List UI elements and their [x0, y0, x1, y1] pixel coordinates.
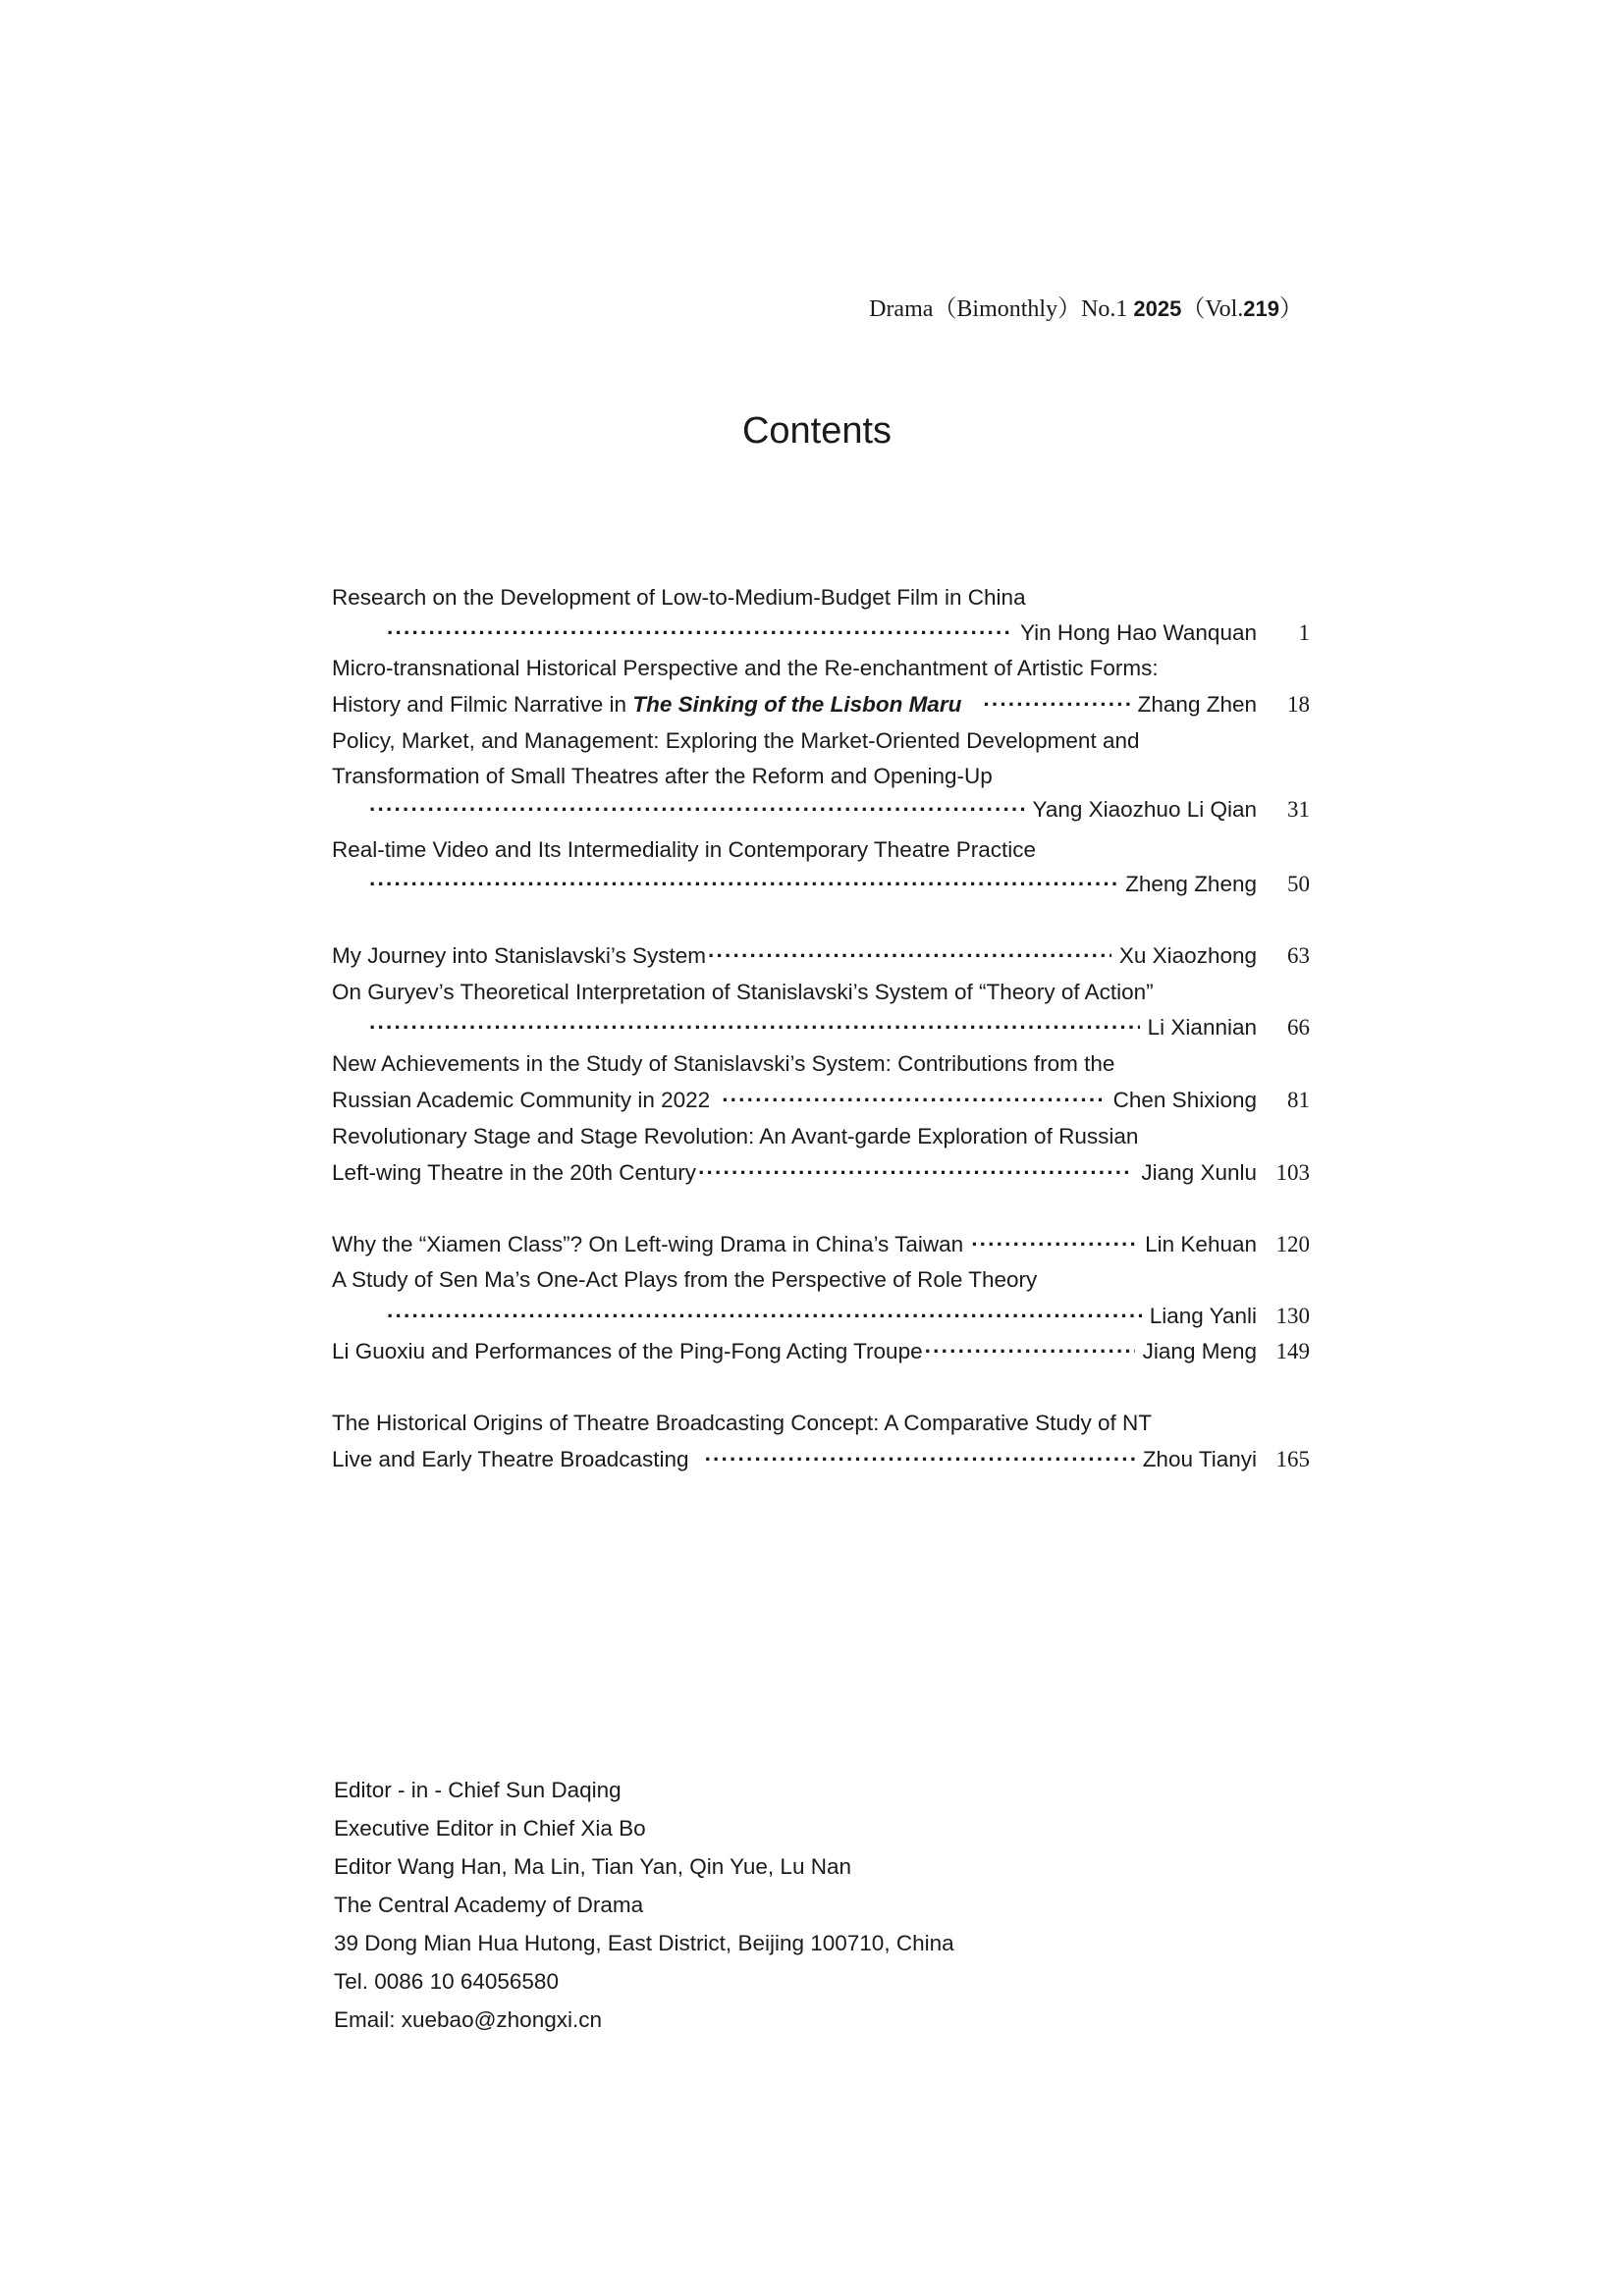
entry-page: 130 [1275, 1304, 1310, 1328]
publisher: The Central Academy of Drama [334, 1893, 644, 1917]
leader-dots [705, 1443, 1135, 1476]
entry-byline [332, 1156, 1310, 1190]
entry-author: Lin Kehuan [1145, 1232, 1257, 1256]
entry-page: 165 [1275, 1447, 1310, 1471]
entry-title: New Achievements in the Study of Stanislavski’s System: Contributions from the [332, 1051, 1115, 1076]
entry-film-title: The Sinking of the Lisbon Maru [632, 692, 962, 717]
entry-page: 63 [1287, 943, 1310, 968]
entry-author: Zheng Zheng [1125, 872, 1257, 896]
entry-title: Real-time Video and Its Intermediality in Contemporary Theatre Practice [332, 837, 1037, 862]
entry-title-cont: Transformation of Small Theatres after the Reform and Opening-Up [332, 764, 993, 788]
telephone: Tel. 0086 10 64056580 [334, 1969, 559, 1994]
entry-title: Micro-transnational Historical Perspective and the Re-enchantment of Artistic Forms: [332, 656, 1159, 680]
editors: Editor Wang Han, Ma Lin, Tian Yan, Qin Yue, Lu Nan [334, 1854, 851, 1879]
entry-title: Why the “Xiamen Class”? On Left-wing Drama in China’s Taiwan [332, 1232, 964, 1256]
entry-byline [332, 616, 1310, 650]
entry-byline [332, 1335, 1310, 1368]
entry-author: Chen Shixiong [1112, 1088, 1257, 1112]
leader-dots [369, 868, 1117, 901]
entry-title: Li Guoxiu and Performances of the Ping-Fong Acting Troupe [332, 1339, 923, 1363]
entry-author: Zhou Tianyi [1142, 1447, 1257, 1471]
entry-page: 1 [1298, 620, 1310, 645]
entry-byline [332, 688, 1310, 721]
entry-author: Jiang Xunlu [1141, 1160, 1257, 1185]
volume-open: （Vol. [1181, 296, 1244, 322]
entry-title: Revolutionary Stage and Stage Revolution: An Avant-garde Exploration of Russian [332, 1124, 1139, 1148]
executive-editor: Executive Editor in Chief Xia Bo [334, 1816, 646, 1841]
editor-in-chief: Editor - in - Chief Sun Daqing [334, 1778, 622, 1802]
leader-dots [971, 1228, 1137, 1261]
leader-dots [983, 688, 1129, 721]
entry-page: 120 [1275, 1232, 1310, 1256]
leader-dots [698, 1156, 1133, 1190]
entry-byline [332, 939, 1310, 973]
entry-page: 31 [1287, 797, 1310, 822]
entry-author: Yang Xiaozhuo Li Qian [1032, 797, 1257, 822]
entry-byline [332, 1443, 1310, 1476]
entry-author: Yin Hong Hao Wanquan [1020, 620, 1257, 645]
entry-author: Li Xiannian [1147, 1015, 1257, 1040]
volume-close: ） [1279, 296, 1303, 322]
page-title: Contents [741, 410, 893, 452]
masthead [334, 1771, 954, 2039]
email: Email: xuebao@zhongxi.cn [334, 2007, 602, 2032]
leader-dots [369, 793, 1025, 827]
entry-author: Xu Xiaozhong [1118, 943, 1257, 968]
entry-author: Jiang Meng [1142, 1339, 1257, 1363]
entry-author: Zhang Zhen [1137, 692, 1257, 717]
entry-byline [332, 1228, 1310, 1261]
entry-page: 66 [1287, 1015, 1310, 1040]
entry-page: 149 [1275, 1339, 1310, 1363]
leader-dots [708, 939, 1111, 973]
entry-page: 50 [1287, 872, 1310, 896]
entry-byline [332, 1300, 1310, 1333]
leader-dots [369, 1011, 1140, 1044]
entry-title: On Guryev’s Theoretical Interpretation of Stanislavski’s System of “Theory of Action” [332, 980, 1154, 1004]
entry-title: Research on the Development of Low-to-Medium-Budget Film in China [332, 585, 1026, 610]
entry-title-cont: Left-wing Theatre in the 20th Century [332, 1160, 697, 1185]
address: 39 Dong Mian Hua Hutong, East District, Beijing 100710, China [334, 1931, 954, 1955]
entry-byline [332, 1011, 1310, 1044]
leader-dots [925, 1335, 1135, 1368]
entry-title-cont: History and Filmic Narrative in [332, 692, 633, 717]
entry-page: 103 [1275, 1160, 1310, 1185]
entry-title-cont: Russian Academic Community in 2022 [332, 1088, 711, 1112]
entry-byline [332, 1084, 1310, 1117]
entry-byline [332, 868, 1310, 901]
entry-title: My Journey into Stanislavski’s System [332, 943, 706, 968]
journal-issue-header [869, 289, 1303, 323]
leader-dots [387, 616, 1012, 650]
journal-name: Drama（Bimonthly）No.1 [869, 296, 1134, 322]
entry-page: 81 [1287, 1088, 1310, 1112]
entry-title: Policy, Market, and Management: Exploring the Market-Oriented Development and [332, 728, 1140, 753]
entry-title: The Historical Origins of Theatre Broadcasting Concept: A Comparative Study of NT [332, 1411, 1152, 1435]
entry-title: A Study of Sen Ma’s One-Act Plays from the Perspective of Role Theory [332, 1267, 1038, 1292]
leader-dots [722, 1084, 1105, 1117]
entry-page: 18 [1287, 692, 1310, 717]
entry-title-cont: Live and Early Theatre Broadcasting [332, 1447, 689, 1471]
volume-number: 219 [1243, 296, 1279, 321]
issue-year: 2025 [1133, 296, 1182, 321]
leader-dots [387, 1300, 1142, 1333]
entry-byline [332, 793, 1310, 827]
entry-author: Liang Yanli [1149, 1304, 1257, 1328]
